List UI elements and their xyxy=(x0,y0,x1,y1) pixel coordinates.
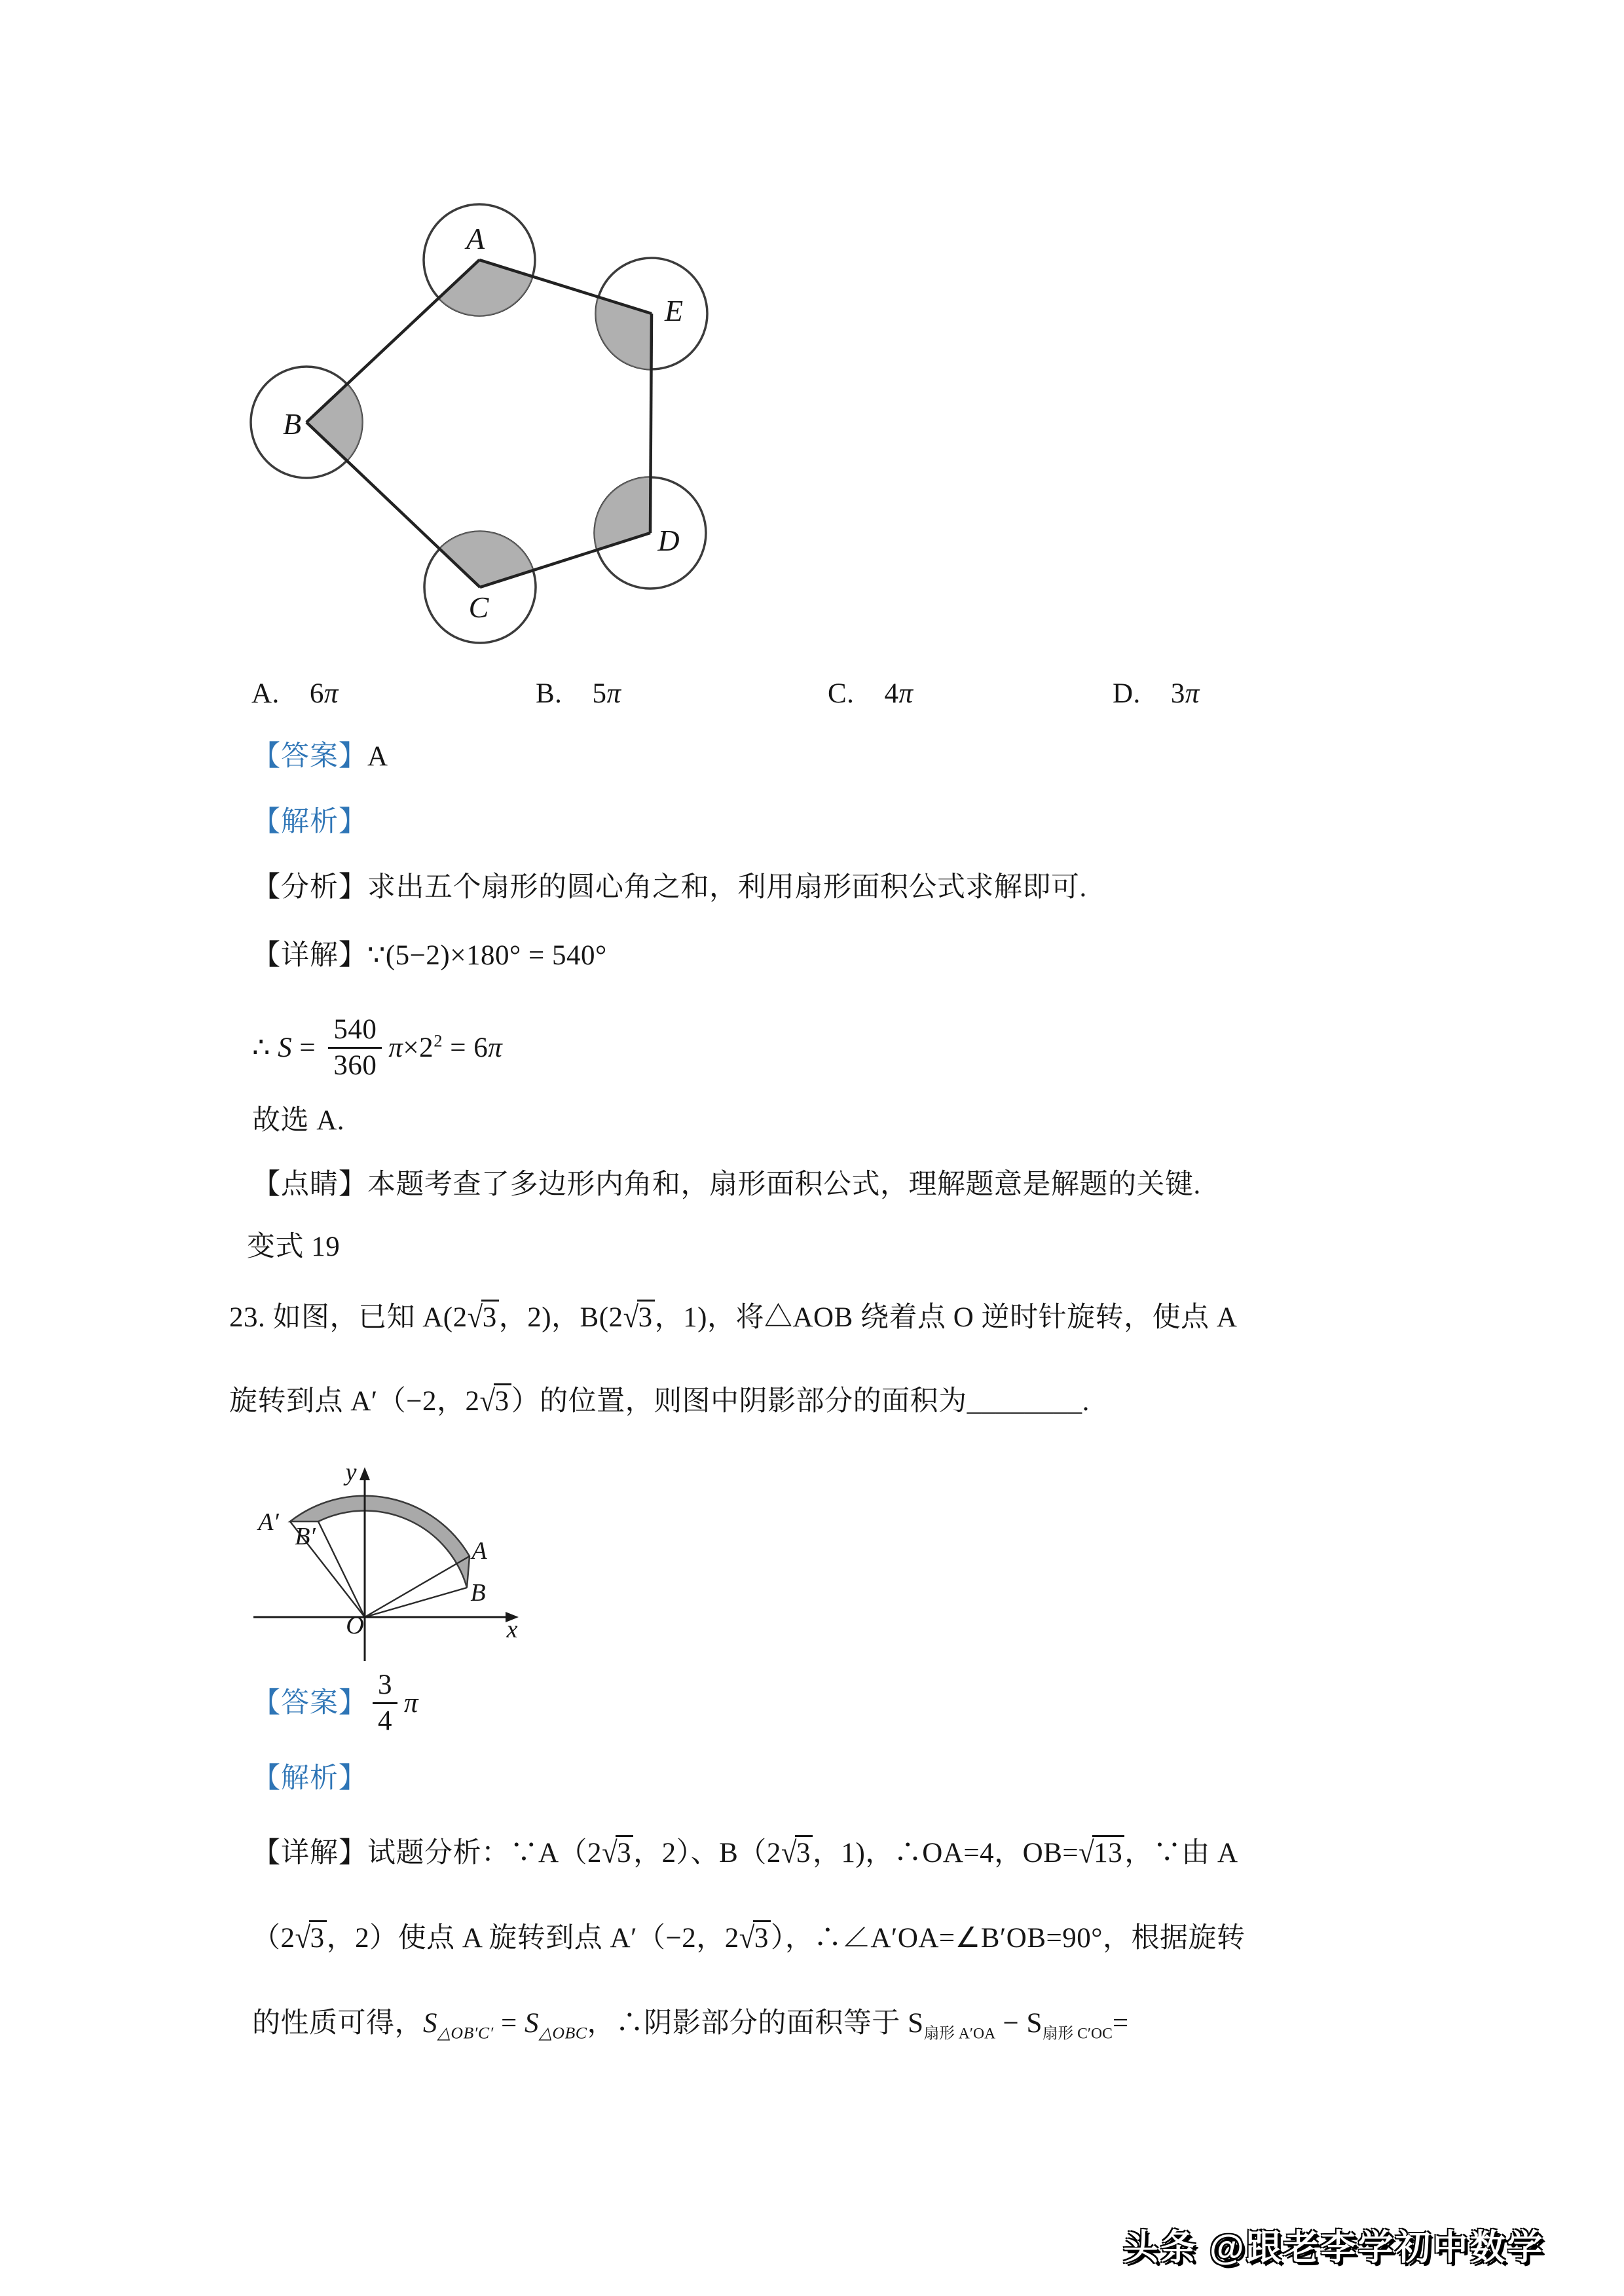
figure-label-O: O xyxy=(346,1612,364,1639)
q23-statement-line-1: 23. 如图，已知 A(2√3，2)，B(2√3，1)，将△AOB 绕着点 O 逆时针旋转，使点 A xyxy=(229,1302,1237,1334)
figure-label-Aprime: A′ xyxy=(258,1508,279,1536)
q23-answer-value: $\frac{3}{4}$ π xyxy=(367,1688,418,1719)
fenxi-text: 求出五个扇形的圆心角之和，利用扇形面积公式求解即可. xyxy=(367,872,1087,903)
radius-OBprime xyxy=(318,1522,365,1617)
option-d-key: D. xyxy=(1113,678,1141,709)
pentagon-edge-ED xyxy=(650,314,652,533)
pentagon-edge-BA xyxy=(306,260,479,422)
q23-detail-tag: 【详解】 xyxy=(252,1838,367,1868)
q23-detail-math-1: 试题分析：∵A（2√3，2）、B（2√3，1)，∴OA=4，OB=√13，∵由 A xyxy=(367,1838,1238,1868)
dianjing-text: 本题考查了多边形内角和，扇形面积公式，理解题意是解题的关键. xyxy=(367,1169,1201,1200)
option-a-key: A. xyxy=(251,678,280,709)
dianjing-tag: 【点睛】 xyxy=(252,1169,367,1200)
q22-xiangjie-line xyxy=(252,939,607,972)
q23-statement-line-2: 旋转到点 A′（−2，2√3）的位置，则图中阴影部分的面积为________. xyxy=(229,1385,1090,1418)
jiexi-tag: 【解析】 xyxy=(252,807,367,837)
figure-label-B: B xyxy=(470,1579,486,1607)
pentagon-circles-figure xyxy=(229,183,753,661)
xiangjie-tag: 【详解】 xyxy=(252,940,367,971)
figure-label-A: A xyxy=(471,1537,487,1565)
variation-heading: 变式 19 xyxy=(247,1231,341,1262)
vertex-label-B: B xyxy=(282,407,302,441)
vertex-label-D: D xyxy=(657,524,680,557)
figure-label-Bprime: B′ xyxy=(295,1523,316,1550)
q23-detail-line-3: 的性质可得，$S_{\triangle OB'C'} = S_{\triangle OBC}$，∴阴影部分的面积等于 $S_{扇形 A'OA} - S_{扇形 C'OC}=$ xyxy=(252,2008,1129,2043)
vertex-label-A: A xyxy=(466,222,485,255)
option-b xyxy=(536,678,621,710)
answer-value: A xyxy=(367,741,388,772)
y-axis-arrow xyxy=(360,1467,370,1480)
vertex-label-E: E xyxy=(664,294,684,327)
q23-detail-line-2: （2√3，2）使点 A 旋转到点 A′（−2，2√3），∴∠A′OA=∠B′OB=90°，根据旋转 xyxy=(252,1922,1246,1955)
fenxi-tag: 【分析】 xyxy=(252,872,367,903)
option-d xyxy=(1113,678,1200,710)
radius-OA xyxy=(365,1556,470,1617)
figure-label-y: y xyxy=(345,1459,357,1486)
q22-conclusion-line: 故选 A. xyxy=(252,1105,345,1136)
option-c xyxy=(828,678,913,710)
q23-detail-line-1 xyxy=(252,1837,1238,1870)
pentagon-edge-CB xyxy=(306,422,480,587)
q22-fenxi-line xyxy=(252,871,1087,904)
q23-answer-tag: 【答案】 xyxy=(252,1687,367,1719)
option-b-key: B. xyxy=(536,678,563,709)
radius-OB xyxy=(365,1588,467,1617)
q22-formula-line: ∴ S = $\frac{540}{360}$ $\pi\times 2^2 = 6\pi$ xyxy=(252,1014,503,1082)
option-b-value: 5π xyxy=(592,678,621,709)
option-d-value: 3π xyxy=(1170,678,1200,709)
q23-jiexi-line xyxy=(252,1762,367,1795)
q22-jiexi-line xyxy=(252,806,367,839)
watermark: 头条 @跟老李学初中数学 xyxy=(1123,2228,1545,2267)
option-a-value: 6π xyxy=(309,678,339,709)
option-c-value: 4π xyxy=(884,678,913,709)
answer-tag: 【答案】 xyxy=(252,741,367,772)
q23-answer-line xyxy=(252,1670,418,1741)
option-a xyxy=(251,678,339,710)
option-c-key: C. xyxy=(828,678,855,709)
q23-jiexi-tag: 【解析】 xyxy=(252,1763,367,1794)
q22-dianjing-line xyxy=(252,1169,1201,1201)
shaded-region xyxy=(290,1496,470,1588)
rotation-sector-figure xyxy=(229,1457,537,1673)
xiangjie-math: ∵(5−2)×180° = 540° xyxy=(367,940,607,971)
figure-label-x: x xyxy=(506,1616,518,1643)
q22-answer-line xyxy=(252,740,388,773)
vertex-label-C: C xyxy=(468,591,489,624)
